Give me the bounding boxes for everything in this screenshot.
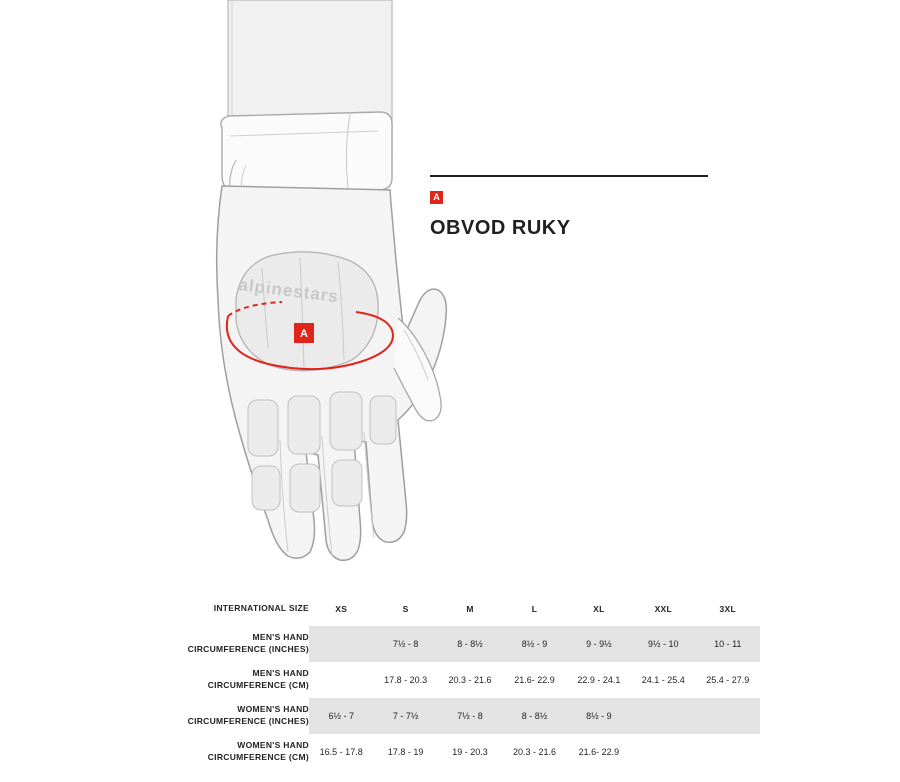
size-header-s: S (402, 604, 409, 614)
table-row (140, 626, 760, 662)
cell-value: 7 - 7½ (373, 698, 437, 734)
measurement-badge-a (294, 323, 314, 343)
row-label-line1: WOMEN'S HAND (237, 740, 309, 751)
cell-value (309, 662, 373, 698)
table-row (140, 698, 760, 734)
cell-value: 8 - 8½ (438, 626, 502, 662)
size-header-xs: XS (335, 604, 348, 614)
row-label-line1: MEN'S HAND (252, 668, 309, 679)
row-label-womens-cm (140, 734, 309, 770)
row-label-line2: CIRCUMFERENCE (INCHES) (187, 644, 309, 654)
size-header-m: M (466, 604, 474, 614)
cell-value (631, 734, 695, 770)
cell-value: 7½ - 8 (438, 698, 502, 734)
table-row (140, 662, 760, 698)
table-header-row (140, 592, 760, 626)
cell-value: 16.5 - 17.8 (309, 734, 373, 770)
cell-value (696, 698, 760, 734)
cell-value (696, 734, 760, 770)
cell-value (631, 698, 695, 734)
cell-value: 10 - 11 (696, 626, 760, 662)
cell-value: 6½ - 7 (309, 698, 373, 734)
cell-value: 25.4 - 27.9 (696, 662, 760, 698)
row-label-mens-cm (140, 662, 309, 698)
cell-value: 20.3 - 21.6 (438, 662, 502, 698)
cell-value: 9½ - 10 (631, 626, 695, 662)
row-label-line1: WOMEN'S HAND (237, 704, 309, 715)
size-header-l: L (531, 604, 538, 614)
cell-value: 8½ - 9 (567, 698, 631, 734)
cell-value: 21.6- 22.9 (502, 662, 566, 698)
cell-value: 21.6- 22.9 (567, 734, 631, 770)
svg-text:A: A (300, 328, 308, 340)
brand-wordmark: alpinestars (237, 275, 340, 307)
cell-value: 9 - 9½ (567, 626, 631, 662)
row-label-line2: CIRCUMFERENCE (CM) (207, 752, 309, 762)
row-label-line2: CIRCUMFERENCE (CM) (207, 680, 309, 690)
callout-badge-row (430, 191, 730, 204)
size-header-3xl: 3XL (719, 604, 736, 614)
cell-value: 7½ - 8 (373, 626, 437, 662)
cell-value: 8 - 8½ (502, 698, 566, 734)
cell-value: 24.1 - 25.4 (631, 662, 695, 698)
row-label-line1: MEN'S HAND (252, 632, 309, 643)
row-label-womens-inches (140, 698, 309, 734)
callout-badge: A (430, 191, 443, 204)
cell-value: 19 - 20.3 (438, 734, 502, 770)
cell-value: 20.3 - 21.6 (502, 734, 566, 770)
row-label-mens-inches (140, 626, 309, 662)
callout-rule (430, 175, 708, 177)
cell-value (309, 626, 373, 662)
row-label-line2: CIRCUMFERENCE (INCHES) (187, 716, 309, 726)
table-header-label: INTERNATIONAL SIZE (213, 603, 309, 614)
cell-value: 22.9 - 24.1 (567, 662, 631, 698)
callout-block (430, 175, 730, 238)
glove-back (217, 186, 447, 560)
cell-value: 17.8 - 20.3 (373, 662, 437, 698)
cell-value: 17.8 - 19 (373, 734, 437, 770)
size-header-xxl: XXL (654, 604, 673, 614)
callout-title: OBVOD RUKY (430, 217, 571, 239)
table-row (140, 734, 760, 770)
size-header-xl: XL (593, 604, 605, 614)
cell-value: 8½ - 9 (502, 626, 566, 662)
size-chart-table (140, 592, 760, 770)
